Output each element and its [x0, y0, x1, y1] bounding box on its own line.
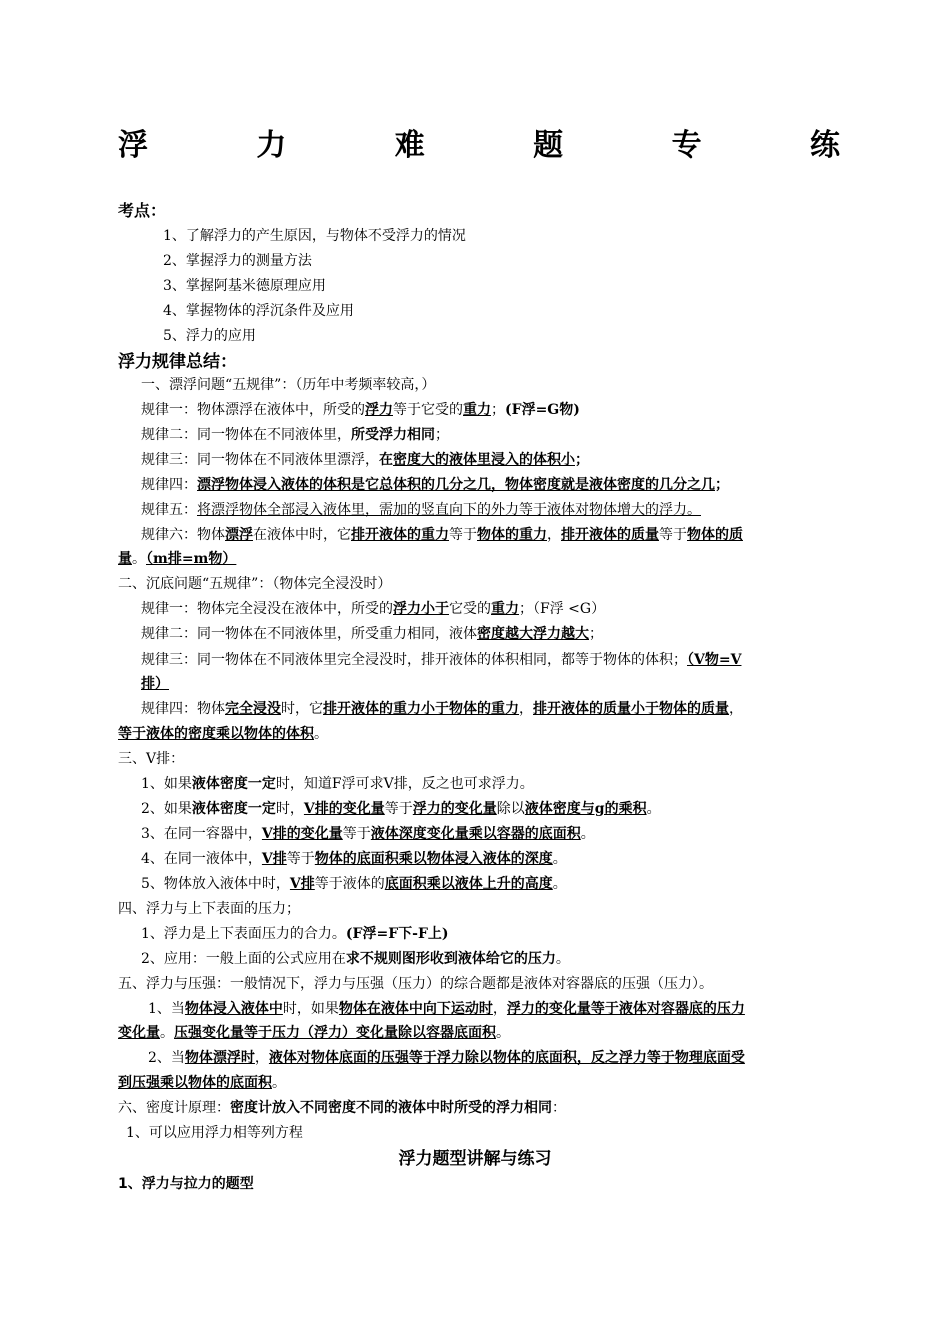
- section-title: 一、漂浮问题“五规律”：（历年中考频率较高，）: [141, 377, 436, 393]
- title-char: 专: [671, 128, 702, 163]
- section-title: 六、密度计原理：密度计放入不同密度不同的液体中时所受的浮力相同：: [118, 1100, 566, 1116]
- list-item: 1、可以应用浮力相等列方程: [126, 1125, 303, 1141]
- rule-line: 1、如果液体密度一定时，知道F浮可求V排，反之也可求浮力。: [141, 776, 534, 792]
- kaodian-item: 2、掌握浮力的测量方法: [163, 253, 312, 269]
- section-heading: 浮力题型讲解与练习: [398, 1149, 552, 1169]
- page-title: [118, 120, 840, 164]
- kaodian-heading: 考点：: [118, 201, 167, 220]
- title-char: 难: [394, 128, 425, 163]
- rule-line: 规律四：漂浮物体浸入液体的体积是它总体积的几分之几，物体密度就是液体密度的几分之几；: [141, 477, 729, 493]
- title-char: 练: [809, 128, 840, 163]
- kaodian-item: 3、掌握阿基米德原理应用: [163, 278, 326, 294]
- rule-line: 规律三：同一物体在不同液体里漂浮，在密度大的液体里浸入的体积小；: [141, 452, 589, 468]
- rule-line: 规律一：物体完全浸没在液体中，所受的浮力小于它受的重力；（F浮 <G）: [141, 601, 606, 617]
- rule-line: 5、物体放入液体中时，V排等于液体的底面积乘以液体上升的高度。: [141, 876, 567, 892]
- rule-line: 变化量。压强变化量等于压力（浮力）变化量除以容器底面积。: [118, 1025, 510, 1041]
- summary-heading: 浮力规律总结：: [118, 352, 237, 372]
- rule-line: 4、在同一液体中，V排等于物体的底面积乘以物体浸入液体的深度。: [141, 851, 567, 867]
- section-title: 五、浮力与压强：一般情况下，浮力与压强（压力）的综合题都是液体对容器底的压强（压力）。: [118, 976, 713, 992]
- rule-line: 到压强乘以物体的底面积。: [118, 1075, 286, 1091]
- rule-line: 3、在同一容器中，V排的变化量等于液体深度变化量乘以容器的底面积。: [141, 826, 595, 842]
- rule-line: 规律三：同一物体在不同液体里完全浸没时，排开液体的体积相同，都等于物体的体积；（V物=V: [141, 652, 742, 668]
- kaodian-item: 1、了解浮力的产生原因，与物体不受浮力的情况: [163, 228, 466, 244]
- rule-line: 规律四：物体完全浸没时，它排开液体的重力小于物体的重力，排开液体的质量小于物体的质量，: [141, 701, 743, 717]
- rule-line: 规律六：物体漂浮在液体中时，它排开液体的重力等于物体的重力，排开液体的质量等于物体的质: [141, 527, 743, 543]
- rule-line: 等于液体的密度乘以物体的体积。: [118, 726, 328, 742]
- rule-line: 2、当物体漂浮时，液体对物体底面的压强等于浮力除以物体的底面积，反之浮力等于物理底面受: [148, 1050, 745, 1066]
- kaodian-item: 5、浮力的应用: [163, 328, 256, 344]
- section-title: 三、V排：: [118, 751, 185, 767]
- kaodian-item: 4、掌握物体的浮沉条件及应用: [163, 303, 354, 319]
- rule-line: 规律二：同一物体在不同液体里，所受重力相同，液体密度越大浮力越大；: [141, 626, 603, 642]
- rule-line: 1、当物体浸入液体中时，如果物体在液体中向下运动时，浮力的变化量等于液体对容器底的压力: [148, 1001, 745, 1017]
- title-char: 题: [533, 128, 564, 163]
- subsection-heading: 1、浮力与拉力的题型: [118, 1176, 254, 1192]
- title-char: 浮: [118, 128, 148, 163]
- rule-line: 排）: [141, 676, 169, 692]
- rule-line: 规律一：物体漂浮在液体中，所受的浮力等于它受的重力；(F浮=G物): [141, 402, 580, 418]
- section-title: 二、沉底问题“五规律”：（物体完全浸没时）: [118, 576, 392, 592]
- section-title: 四、浮力与上下表面的压力；: [118, 901, 300, 917]
- rule-line: 1、浮力是上下表面压力的合力。(F浮=F下-F上): [141, 926, 449, 942]
- rule-line: 规律五：将漂浮物体全部浸入液体里，需加的竖直向下的外力等于液体对物体增大的浮力。: [141, 502, 701, 518]
- rule-line: 量。（m排=m物）: [118, 551, 237, 567]
- title-char: 力: [256, 128, 287, 163]
- rule-line: 规律二：同一物体在不同液体里，所受浮力相同；: [141, 427, 449, 443]
- rule-line: 2、如果液体密度一定时，V排的变化量等于浮力的变化量除以液体密度与g的乘积。: [141, 801, 661, 817]
- rule-line: 2、应用：一般上面的公式应用在求不规则图形收到液体给它的压力。: [141, 951, 570, 967]
